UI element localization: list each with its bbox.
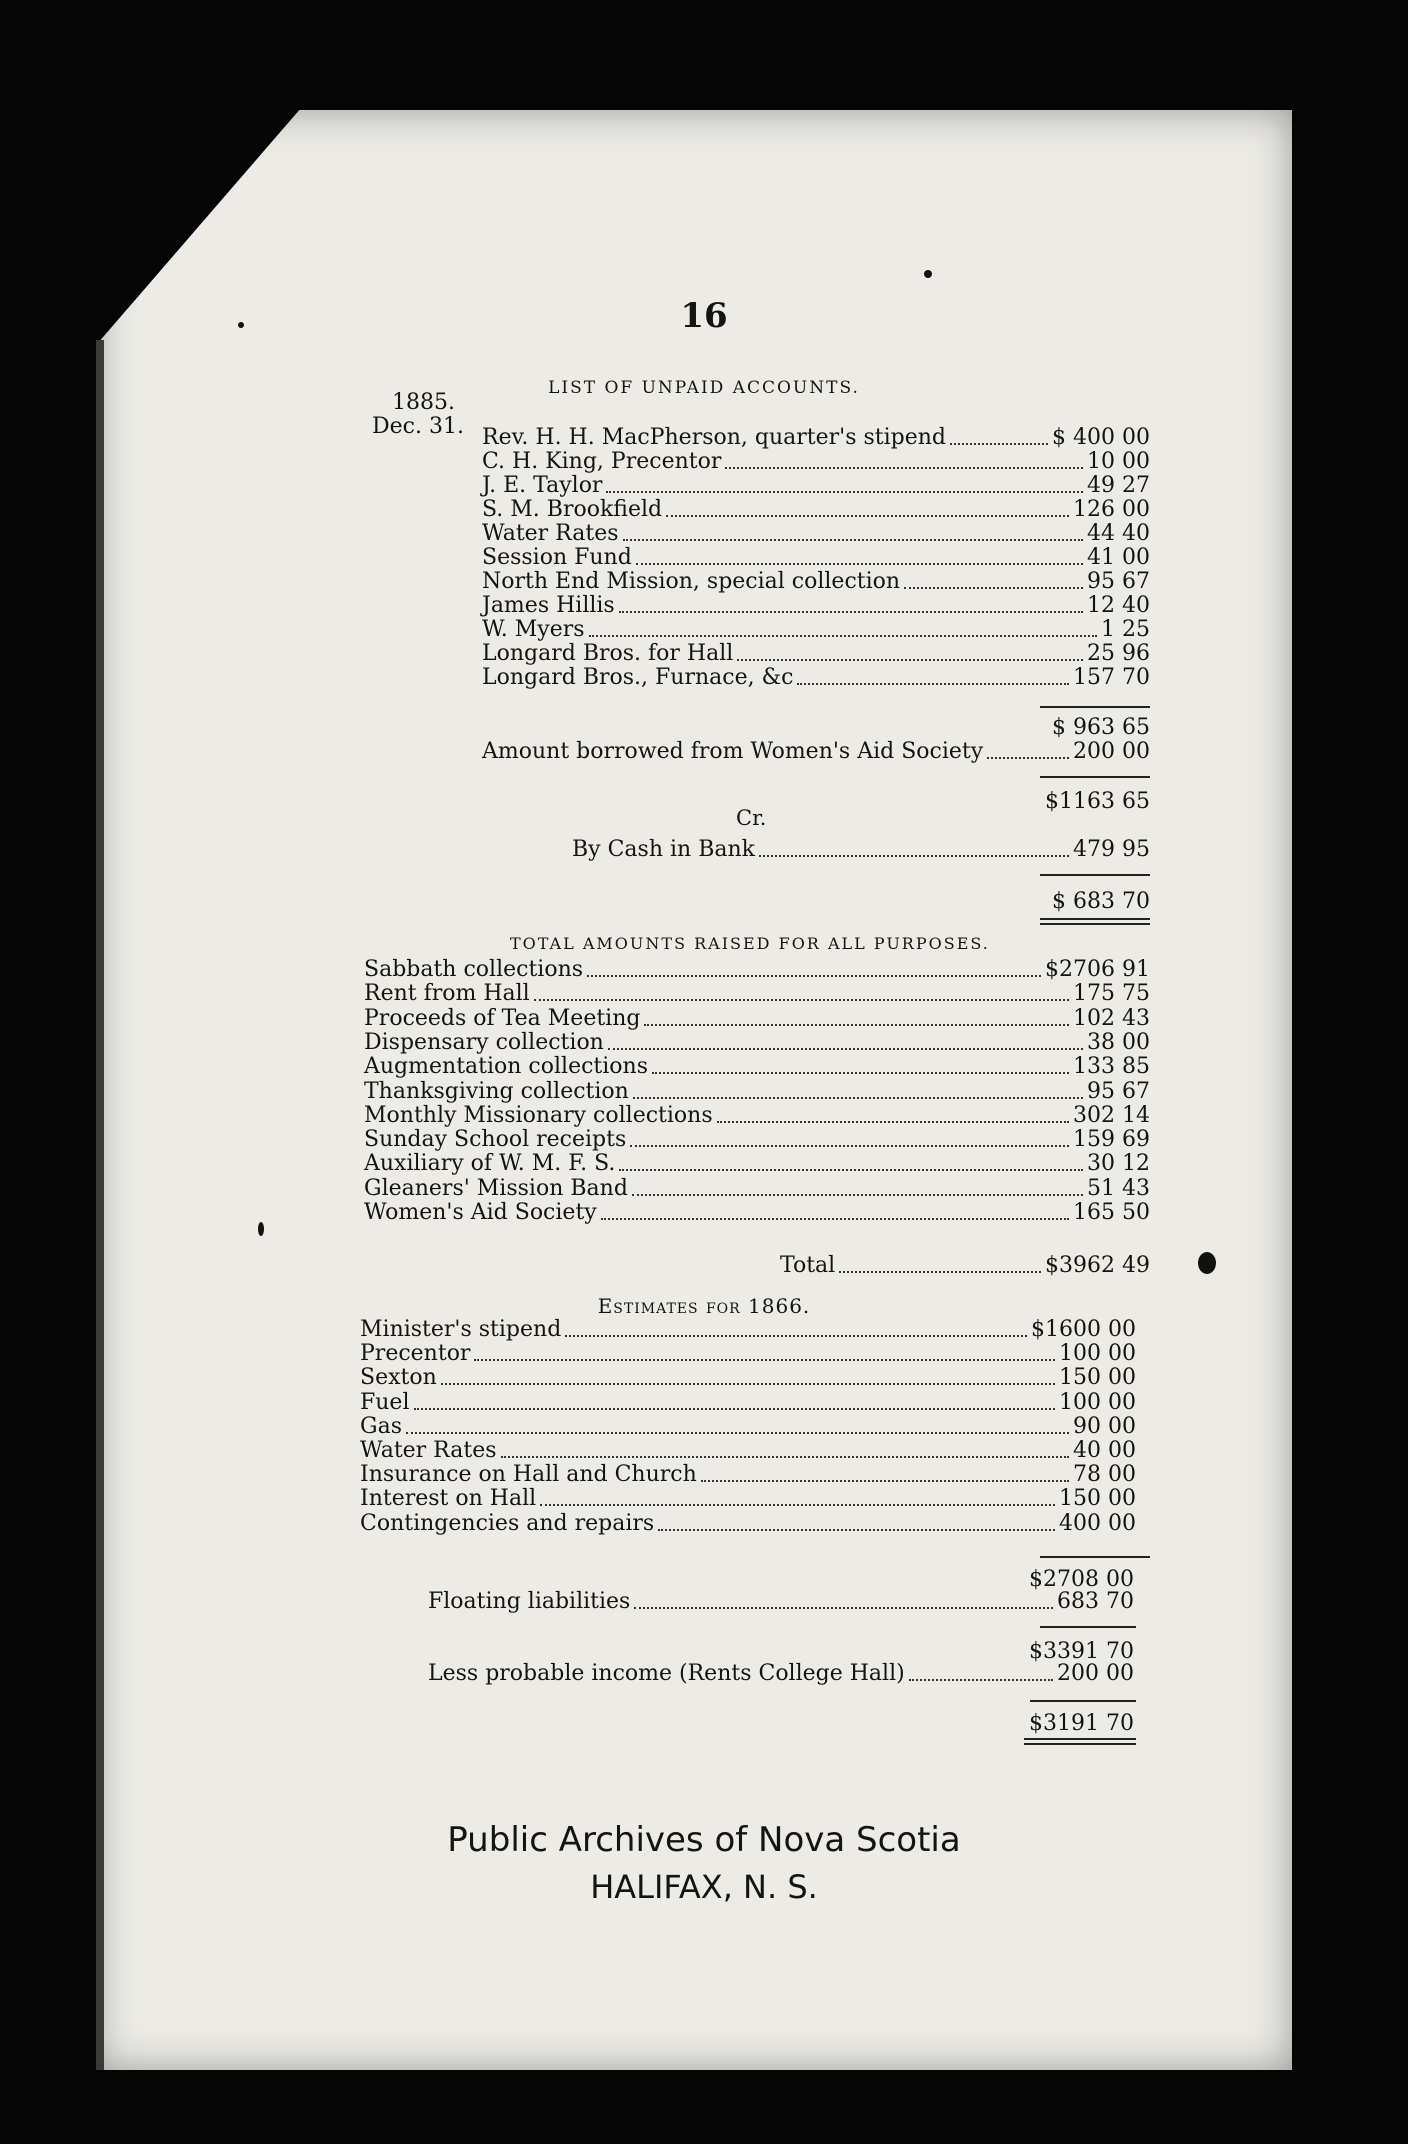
estimates-subtotal: $2708 00: [1029, 1567, 1134, 1592]
ink-blot: [1198, 1252, 1216, 1274]
raised-row: [364, 958, 1150, 982]
unpaid-total-rule: [1040, 776, 1150, 778]
floating-amount: 683 70: [1057, 1589, 1134, 1614]
page-edge-shadow: [96, 340, 104, 2070]
row-amount: 40 00: [1073, 1438, 1136, 1463]
page-number: 16: [680, 296, 728, 336]
cash-amount: 479 95: [1073, 837, 1150, 862]
less-income-row: [428, 1662, 1134, 1686]
row-amount: 10 00: [1087, 449, 1150, 474]
row-amount: 159 69: [1073, 1127, 1150, 1153]
row-amount: 44 40: [1087, 521, 1150, 546]
unpaid-row: [482, 522, 1150, 546]
row-amount: 100 00: [1059, 1389, 1136, 1415]
row-label: Dispensary collection: [364, 1029, 604, 1055]
row-label: Precentor: [360, 1341, 471, 1367]
leader-dots: [606, 491, 1083, 493]
row-label: Sunday School receipts: [364, 1127, 627, 1153]
row-amount: 38 00: [1087, 1029, 1150, 1055]
leader-dots: [633, 1097, 1083, 1099]
estimates-heading: Estimates for 1866.: [597, 1294, 811, 1318]
final-rule: [1030, 1700, 1136, 1702]
unpaid-row: [482, 594, 1150, 618]
raised-row: [364, 1152, 1150, 1176]
ink-dot: [924, 270, 932, 278]
less-income-amount: 200 00: [1057, 1661, 1134, 1686]
row-label: Sabbath collections: [364, 957, 584, 982]
leader-dots: [737, 659, 1083, 661]
leader-dots: [644, 1024, 1069, 1026]
estimates-row: [360, 1391, 1136, 1415]
row-label: Water Rates: [360, 1438, 497, 1463]
credit-heading: Cr.: [736, 806, 767, 830]
row-label: Fuel: [360, 1389, 410, 1415]
row-amount: 150 00: [1059, 1365, 1136, 1391]
row-label: Session Fund: [482, 545, 632, 570]
raised-row: [364, 1007, 1150, 1031]
final-double-rule: [1024, 1738, 1136, 1745]
less-income-label: Less probable income (Rents College Hall): [428, 1661, 905, 1686]
leader-dots: [909, 1679, 1053, 1681]
leader-dots: [474, 1359, 1055, 1361]
leader-dots: [406, 1432, 1069, 1434]
row-amount: 133 85: [1073, 1054, 1150, 1080]
row-label: Longard Bros. for Hall: [482, 641, 734, 666]
estimates-row: [360, 1487, 1136, 1511]
row-label: Longard Bros., Furnace, &c: [482, 665, 794, 690]
raised-heading: TOTAL AMOUNTS RAISED FOR ALL PURPOSES.: [510, 934, 990, 953]
row-amount: 12 40: [1087, 593, 1150, 618]
estimates-row: [360, 1342, 1136, 1366]
leader-dots: [589, 635, 1097, 637]
estimates-sum: $3391 70: [1029, 1639, 1134, 1664]
leader-dots: [540, 1504, 1055, 1506]
row-amount: 25 96: [1087, 641, 1150, 666]
estimates-row: [360, 1439, 1136, 1463]
raised-total-amount: $3962 49: [1045, 1253, 1150, 1278]
raised-total-label: Total: [780, 1253, 836, 1278]
leader-dots: [652, 1072, 1069, 1074]
unpaid-row: [482, 450, 1150, 474]
row-label: Augmentation collections: [364, 1054, 648, 1080]
leader-dots: [587, 975, 1041, 977]
raised-row: [364, 1031, 1150, 1055]
raised-total-row: [780, 1254, 1150, 1278]
row-label: C. H. King, Precentor: [482, 449, 722, 474]
raised-row: [364, 1128, 1150, 1152]
leader-dots: [565, 1335, 1027, 1337]
archive-stamp-line2: HALIFAX, N. S.: [590, 1868, 818, 1906]
unpaid-year: 1885.: [392, 390, 455, 415]
leader-dots: [759, 855, 1069, 857]
row-amount: $ 400 00: [1052, 425, 1150, 450]
row-amount: 302 14: [1073, 1102, 1150, 1128]
leader-dots: [636, 563, 1083, 565]
row-amount: 102 43: [1073, 1005, 1150, 1031]
row-label: Insurance on Hall and Church: [360, 1462, 697, 1488]
row-label: Women's Aid Society: [364, 1200, 597, 1225]
floating-row: [428, 1590, 1134, 1614]
balance-double-rule: [1040, 918, 1150, 925]
cash-row: [572, 838, 1150, 862]
estimates-row: [360, 1463, 1136, 1487]
cash-label: By Cash in Bank: [572, 837, 755, 862]
row-label: Thanksgiving collection: [364, 1078, 629, 1104]
leader-dots: [666, 515, 1069, 517]
raised-row: [364, 982, 1150, 1006]
leader-dots: [608, 1048, 1083, 1050]
leader-dots: [839, 1271, 1041, 1273]
estimates-row: [360, 1512, 1136, 1536]
row-amount: 126 00: [1073, 497, 1150, 522]
unpaid-total: $1163 65: [1045, 789, 1150, 814]
row-label: Gleaners' Mission Band: [364, 1175, 628, 1201]
row-amount: 78 00: [1073, 1462, 1136, 1488]
leader-dots: [534, 999, 1069, 1001]
row-label: Sexton: [360, 1365, 437, 1391]
leader-dots: [904, 587, 1083, 589]
leader-dots: [619, 611, 1083, 613]
row-amount: 95 67: [1087, 569, 1150, 594]
unpaid-subtotal: $ 963 65: [1052, 715, 1150, 740]
leader-dots: [634, 1607, 1053, 1609]
row-label: J. E. Taylor: [482, 473, 603, 498]
row-amount: 90 00: [1073, 1413, 1136, 1439]
row-label: Rev. H. H. MacPherson, quarter's stipend: [482, 425, 947, 450]
unpaid-row: [482, 570, 1150, 594]
leader-dots: [632, 1194, 1083, 1196]
raised-row: [364, 1080, 1150, 1104]
estimates-row: [360, 1318, 1136, 1342]
unpaid-date: Dec. 31.: [372, 414, 464, 439]
row-amount: 175 75: [1073, 981, 1150, 1007]
estimates-subtotal-rule: [1040, 1556, 1150, 1558]
borrowed-row: [482, 740, 1150, 764]
unpaid-accounts-heading: LIST OF UNPAID ACCOUNTS.: [548, 378, 860, 398]
estimates-row: [360, 1415, 1136, 1439]
row-label: James Hillis: [482, 593, 615, 618]
leader-dots: [658, 1529, 1055, 1531]
unpaid-row: [482, 546, 1150, 570]
row-amount: 41 00: [1087, 545, 1150, 570]
row-label: S. M. Brookfield: [482, 497, 663, 522]
row-amount: 100 00: [1059, 1341, 1136, 1367]
row-amount: 165 50: [1073, 1200, 1150, 1225]
leader-dots: [630, 1145, 1069, 1147]
row-label: North End Mission, special collection: [482, 569, 901, 594]
floating-label: Floating liabilities: [428, 1589, 631, 1614]
unpaid-row: [482, 426, 1150, 450]
unpaid-balance: $ 683 70: [1052, 889, 1150, 914]
row-label: Monthly Missionary collections: [364, 1102, 713, 1128]
raised-row: [364, 1055, 1150, 1079]
borrowed-label: Amount borrowed from Women's Aid Society: [482, 739, 984, 764]
archive-stamp-line1: Public Archives of Nova Scotia: [447, 1820, 961, 1860]
unpaid-row: [482, 642, 1150, 666]
row-amount: 30 12: [1087, 1151, 1150, 1177]
row-amount: 400 00: [1059, 1510, 1136, 1536]
leader-dots: [797, 683, 1069, 685]
estimates-sum-rule: [1040, 1626, 1136, 1628]
row-label: Gas: [360, 1413, 402, 1439]
unpaid-row: [482, 474, 1150, 498]
ink-dot: [238, 322, 244, 328]
balance-rule: [1040, 874, 1150, 876]
row-amount: 150 00: [1059, 1486, 1136, 1512]
unpaid-row: [482, 666, 1150, 690]
borrowed-amount: 200 00: [1073, 739, 1150, 764]
leader-dots: [619, 1169, 1083, 1171]
leader-dots: [950, 443, 1048, 445]
leader-dots: [987, 757, 1069, 759]
estimates-final: $3191 70: [1029, 1711, 1134, 1736]
leader-dots: [501, 1456, 1069, 1458]
leader-dots: [601, 1218, 1069, 1220]
row-amount: 49 27: [1087, 473, 1150, 498]
row-amount: 95 67: [1087, 1078, 1150, 1104]
leader-dots: [717, 1121, 1069, 1123]
raised-row: [364, 1201, 1150, 1225]
leader-dots: [414, 1408, 1056, 1410]
ink-mark: [258, 1222, 264, 1236]
row-amount: 51 43: [1087, 1175, 1150, 1201]
leader-dots: [725, 467, 1083, 469]
row-amount: $2706 91: [1045, 957, 1150, 982]
row-amount: 1 25: [1101, 617, 1150, 642]
row-label: Auxiliary of W. M. F. S.: [364, 1151, 616, 1177]
unpaid-row: [482, 618, 1150, 642]
row-label: Water Rates: [482, 521, 619, 546]
row-amount: $1600 00: [1031, 1317, 1136, 1342]
estimates-row: [360, 1366, 1136, 1390]
row-label: Contingencies and repairs: [360, 1510, 655, 1536]
row-label: W. Myers: [482, 617, 585, 642]
row-amount: 157 70: [1073, 665, 1150, 690]
raised-row: [364, 1104, 1150, 1128]
leader-dots: [441, 1383, 1055, 1385]
leader-dots: [701, 1480, 1069, 1482]
unpaid-row: [482, 498, 1150, 522]
row-label: Rent from Hall: [364, 981, 530, 1007]
raised-row: [364, 1177, 1150, 1201]
unpaid-subtotal-rule: [1040, 706, 1150, 708]
leader-dots: [623, 539, 1083, 541]
row-label: Proceeds of Tea Meeting: [364, 1005, 641, 1031]
row-label: Interest on Hall: [360, 1486, 537, 1512]
row-label: Minister's stipend: [360, 1317, 562, 1342]
